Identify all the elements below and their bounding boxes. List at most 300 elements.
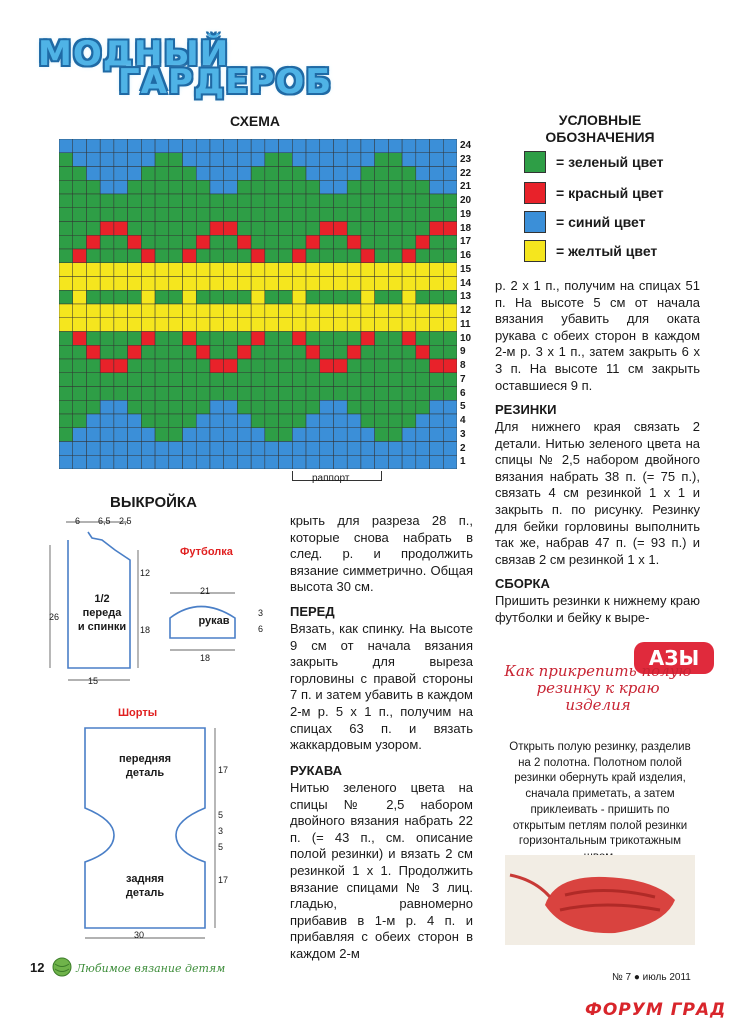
chart-cell: [333, 208, 347, 222]
chart-cell: [361, 153, 375, 167]
chart-cell: [430, 400, 444, 414]
chart-cell: [86, 318, 100, 332]
chart-cell: [320, 222, 334, 236]
chart-cell: [347, 153, 361, 167]
chart-cell: [333, 180, 347, 194]
chart-cell: [237, 304, 251, 318]
chart-cell: [443, 153, 457, 167]
chart-cell: [183, 304, 197, 318]
chart-cell: [347, 290, 361, 304]
chart-cell: [141, 208, 155, 222]
chart-cell: [183, 318, 197, 332]
chart-cell: [59, 194, 73, 208]
chart-cell: [169, 153, 183, 167]
chart-cell: [210, 387, 224, 401]
chart-cell: [141, 304, 155, 318]
dim-5-top: 5: [218, 810, 224, 820]
chart-cell: [375, 345, 389, 359]
jacquard-chart: [59, 139, 457, 469]
chart-cell: [155, 139, 169, 153]
chart-cell: [86, 345, 100, 359]
chart-cell: [169, 194, 183, 208]
chart-cell: [320, 332, 334, 346]
chart-cell: [196, 455, 210, 469]
chart-cell: [86, 167, 100, 181]
chart-cell: [292, 373, 306, 387]
chart-cell: [416, 387, 430, 401]
chart-cell: [388, 194, 402, 208]
chart-cell: [128, 139, 142, 153]
chart-cell: [237, 249, 251, 263]
chart-cell: [73, 387, 87, 401]
row-number: 20: [460, 195, 472, 206]
chart-cell: [443, 290, 457, 304]
legend-swatch-yellow: [524, 240, 546, 262]
chart-cell: [196, 194, 210, 208]
chart-cell: [361, 194, 375, 208]
chart-cell: [265, 318, 279, 332]
chart-cell: [361, 345, 375, 359]
chart-cell: [114, 304, 128, 318]
chart-cell: [430, 194, 444, 208]
chart-cell: [141, 387, 155, 401]
chart-cell: [224, 167, 238, 181]
chart-cell: [416, 442, 430, 456]
chart-cell: [306, 153, 320, 167]
pered-heading: ПЕРЕД: [290, 604, 335, 619]
chart-cell: [224, 414, 238, 428]
dim-21: 21: [200, 586, 211, 596]
chart-cell: [73, 277, 87, 291]
chart-cell: [375, 139, 389, 153]
chart-cell: [100, 290, 114, 304]
chart-cell: [388, 277, 402, 291]
chart-cell: [375, 249, 389, 263]
chart-cell: [86, 249, 100, 263]
chart-cell: [155, 318, 169, 332]
chart-cell: [292, 442, 306, 456]
chart-cell: [333, 194, 347, 208]
chart-cell: [265, 249, 279, 263]
chart-cell: [443, 428, 457, 442]
chart-cell: [292, 345, 306, 359]
chart-cell: [224, 455, 238, 469]
chart-cell: [100, 263, 114, 277]
chart-cell: [375, 455, 389, 469]
tip-body: Открыть полую резинку, разделив на 2 полотна. Полотном полой резинки обернуть край изделия, сначала приметать, а затем приклеивать - пришить по открытым петлям полой резинки горизонтальным трикотажным: [509, 741, 691, 848]
chart-cell: [59, 304, 73, 318]
chart-cell: [292, 167, 306, 181]
chart-cell: [155, 153, 169, 167]
chart-cell: [347, 428, 361, 442]
chart-cell: [416, 235, 430, 249]
chart-cell: [265, 290, 279, 304]
chart-cell: [251, 139, 265, 153]
chart-cell: [224, 400, 238, 414]
chart-cell: [169, 332, 183, 346]
chart-cell: [265, 373, 279, 387]
chart-cell: [251, 400, 265, 414]
chart-cell: [292, 304, 306, 318]
chart-cell: [237, 428, 251, 442]
chart-cell: [141, 235, 155, 249]
chart-cell: [59, 180, 73, 194]
chart-cell: [86, 387, 100, 401]
chart-cell: [169, 304, 183, 318]
chart-cell: [141, 318, 155, 332]
chart-cell: [279, 249, 293, 263]
chart-cell: [210, 345, 224, 359]
chart-cell: [196, 153, 210, 167]
chart-cell: [210, 277, 224, 291]
chart-cell: [114, 455, 128, 469]
chart-cell: [59, 318, 73, 332]
chart-cell: [251, 194, 265, 208]
chart-cell: [430, 277, 444, 291]
chart-cell: [265, 359, 279, 373]
chart-cell: [196, 414, 210, 428]
chart-cell: [183, 345, 197, 359]
chart-cell: [443, 180, 457, 194]
chart-cell: [320, 318, 334, 332]
chart-cell: [292, 318, 306, 332]
chart-cell: [169, 263, 183, 277]
chart-cell: [443, 387, 457, 401]
chart-cell: [306, 428, 320, 442]
chart-cell: [210, 359, 224, 373]
chart-cell: [141, 332, 155, 346]
chart-cell: [347, 180, 361, 194]
chart-cell: [86, 208, 100, 222]
chart-cell: [100, 400, 114, 414]
legend-swatch-blue: [524, 211, 546, 233]
chart-cell: [375, 387, 389, 401]
chart-cell: [279, 153, 293, 167]
chart-cell: [306, 455, 320, 469]
chart-cell: [183, 373, 197, 387]
chart-cell: [237, 277, 251, 291]
chart-cell: [59, 359, 73, 373]
chart-cell: [141, 153, 155, 167]
chart-cell: [100, 304, 114, 318]
chart-cell: [100, 180, 114, 194]
chart-cell: [114, 442, 128, 456]
chart-cell: [375, 442, 389, 456]
page-number: 12: [30, 960, 45, 975]
chart-cell: [375, 304, 389, 318]
chart-cell: [73, 194, 87, 208]
chart-cell: [292, 263, 306, 277]
dim-17-top: 17: [218, 765, 229, 775]
chart-cell: [59, 235, 73, 249]
chart-cell: [169, 359, 183, 373]
chart-cell: [320, 304, 334, 318]
chart-cell: [196, 235, 210, 249]
chart-cell: [430, 304, 444, 318]
chart-cell: [169, 318, 183, 332]
scheme-title: СХЕМА: [230, 113, 281, 129]
chart-cell: [128, 442, 142, 456]
chart-cell: [320, 249, 334, 263]
chart-cell: [265, 428, 279, 442]
chart-cell: [210, 400, 224, 414]
chart-cell: [73, 318, 87, 332]
chart-cell: [416, 222, 430, 236]
magazine-name: Любимое вязание детям: [76, 962, 226, 975]
chart-cell: [73, 332, 87, 346]
chart-cell: [155, 194, 169, 208]
chart-cell: [59, 428, 73, 442]
row-number: 17: [460, 236, 472, 248]
header-title-line1: МОДНЫЙ: [38, 34, 230, 74]
chart-cell: [224, 345, 238, 359]
chart-cell: [210, 304, 224, 318]
chart-cell: [306, 208, 320, 222]
chart-cell: [402, 414, 416, 428]
chart-cell: [141, 277, 155, 291]
chart-cell: [443, 304, 457, 318]
chart-cell: [416, 263, 430, 277]
dim-6-sleeve: 6: [258, 624, 264, 634]
chart-cell: [265, 235, 279, 249]
chart-cell: [265, 387, 279, 401]
chart-cell: [224, 428, 238, 442]
chart-cell: [237, 208, 251, 222]
chart-cell: [73, 208, 87, 222]
chart-cell: [183, 428, 197, 442]
chart-cell: [237, 235, 251, 249]
chart-cell: [347, 249, 361, 263]
chart-cell: [347, 387, 361, 401]
chart-cell: [361, 387, 375, 401]
chart-cell: [169, 414, 183, 428]
chart-cell: [320, 442, 334, 456]
chart-cell: [210, 455, 224, 469]
chart-cell: [237, 414, 251, 428]
chart-cell: [265, 345, 279, 359]
chart-cell: [196, 304, 210, 318]
chart-cell: [443, 345, 457, 359]
dim-12: 12: [140, 568, 151, 578]
chart-cell: [320, 455, 334, 469]
chart-cell: [251, 428, 265, 442]
chart-cell: [183, 222, 197, 236]
chart-cell: [59, 332, 73, 346]
chart-cell: [388, 359, 402, 373]
chart-cell: [375, 263, 389, 277]
chart-cell: [279, 277, 293, 291]
chart-cell: [306, 180, 320, 194]
chart-cell: [375, 318, 389, 332]
chart-cell: [224, 387, 238, 401]
chart-cell: [292, 194, 306, 208]
chart-cell: [292, 455, 306, 469]
chart-cell: [237, 455, 251, 469]
chart-cell: [430, 442, 444, 456]
chart-cell: [279, 222, 293, 236]
chart-cell: [128, 428, 142, 442]
chart-cell: [210, 153, 224, 167]
chart-cell: [59, 455, 73, 469]
chart-cell: [155, 180, 169, 194]
tshirt-label: Футболка: [180, 546, 233, 558]
chart-cell: [347, 455, 361, 469]
chart-cell: [169, 400, 183, 414]
chart-cell: [224, 235, 238, 249]
legend-swatch-green: [524, 151, 546, 173]
rezinki-text: Для нижнего края связать 2 детали. Нитью зеленого цвета на спицы № 2,5 набором двойного вязания набрать 38 п. (= 75 п.), связать 4 см резинкой 1 х 1 и закрыть п. по рисунку. Резинку для бейки горловины выполнить так же, набрав 47 п. (= 93 п.) и связав 2 см резинкой 1 х 1.: [495, 419, 700, 567]
chart-cell: [100, 414, 114, 428]
chart-cell: [114, 263, 128, 277]
row-number: 18: [460, 222, 472, 234]
chart-cell: [430, 235, 444, 249]
row-number: 23: [460, 153, 472, 165]
chart-cell: [333, 290, 347, 304]
chart-cell: [224, 222, 238, 236]
chart-cell: [333, 387, 347, 401]
knitting-photo: [505, 855, 695, 945]
shorts-label: Шорты: [118, 707, 158, 719]
chart-cell: [196, 400, 210, 414]
chart-cell: [86, 194, 100, 208]
chart-cell: [183, 167, 197, 181]
chart-cell: [333, 139, 347, 153]
chart-cell: [292, 235, 306, 249]
chart-cell: [416, 180, 430, 194]
vykroika-title: ВЫКРОЙКА: [110, 494, 197, 511]
legend-item-blue: [524, 211, 646, 233]
chart-cell: [155, 263, 169, 277]
chart-cell: [237, 442, 251, 456]
chart-cell: [430, 208, 444, 222]
chart-cell: [388, 153, 402, 167]
chart-cell: [196, 359, 210, 373]
chart-cell: [416, 208, 430, 222]
chart-cell: [237, 222, 251, 236]
chart-cell: [210, 428, 224, 442]
yarn-ball-icon: [50, 955, 74, 979]
chart-cell: [279, 263, 293, 277]
chart-cell: [141, 222, 155, 236]
chart-cell: [320, 414, 334, 428]
chart-cell: [100, 387, 114, 401]
dim-3-shorts: 3: [218, 826, 224, 836]
chart-cell: [265, 304, 279, 318]
chart-cell: [86, 153, 100, 167]
chart-cell: [279, 400, 293, 414]
tip-title: Как прикрепить полую резинку к краю изделия: [504, 662, 692, 714]
chart-cell: [265, 277, 279, 291]
row-number: 5: [460, 401, 466, 413]
chart-cell: [251, 249, 265, 263]
chart-cell: [114, 373, 128, 387]
chart-cell: [183, 277, 197, 291]
chart-cell: [155, 235, 169, 249]
sleeve-cap-text: р. 2 х 1 п., получим на спицах 51 п. На высоте 5 см от начала вязания убавить для оката рукава с обеих сторон в каждом 2-м р. 3 х 1 п., затем закрыть 6 х 3 п. На высоте 11 см закрыть оставшиеся 9 п.: [495, 278, 700, 393]
dim-30: 30: [134, 930, 145, 940]
chart-cell: [196, 290, 210, 304]
chart-cell: [443, 373, 457, 387]
chart-cell: [279, 455, 293, 469]
chart-cell: [73, 345, 87, 359]
chart-cell: [224, 442, 238, 456]
chart-cell: [196, 428, 210, 442]
chart-cell: [388, 428, 402, 442]
chart-cell: [333, 277, 347, 291]
chart-cell: [86, 414, 100, 428]
back-cut-text: крыть для разреза 28 п., которые снова набрать в след. р. и продолжить вязание симметрично. Общая высота 30 см.: [290, 513, 473, 595]
chart-cell: [114, 414, 128, 428]
chart-cell: [416, 428, 430, 442]
chart-cell: [279, 318, 293, 332]
chart-cell: [59, 167, 73, 181]
chart-cell: [388, 442, 402, 456]
chart-cell: [361, 359, 375, 373]
chart-cell: [128, 455, 142, 469]
chart-cell: [388, 373, 402, 387]
chart-cell: [430, 455, 444, 469]
chart-cell: [251, 359, 265, 373]
chart-cell: [320, 290, 334, 304]
chart-cell: [210, 442, 224, 456]
chart-cell: [361, 414, 375, 428]
chart-cell: [114, 153, 128, 167]
chart-cell: [237, 345, 251, 359]
chart-cell: [196, 167, 210, 181]
chart-cell: [100, 373, 114, 387]
chart-cell: [430, 345, 444, 359]
chart-cell: [416, 414, 430, 428]
chart-cell: [251, 290, 265, 304]
chart-cell: [86, 180, 100, 194]
chart-cell: [402, 153, 416, 167]
dim-26: 26: [49, 612, 60, 622]
chart-cell: [306, 332, 320, 346]
chart-cell: [73, 400, 87, 414]
chart-cell: [86, 455, 100, 469]
chart-cell: [347, 139, 361, 153]
chart-cell: [333, 345, 347, 359]
chart-cell: [443, 194, 457, 208]
chart-cell: [430, 263, 444, 277]
chart-cell: [361, 167, 375, 181]
chart-cell: [100, 208, 114, 222]
chart-cell: [292, 249, 306, 263]
chart-cell: [279, 194, 293, 208]
chart-cell: [306, 359, 320, 373]
chart-cell: [59, 414, 73, 428]
chart-cell: [347, 400, 361, 414]
chart-cell: [100, 442, 114, 456]
chart-cell: [237, 153, 251, 167]
chart-cell: [210, 167, 224, 181]
chart-cell: [224, 194, 238, 208]
chart-cell: [361, 318, 375, 332]
chart-cell: [416, 249, 430, 263]
chart-cell: [306, 249, 320, 263]
chart-cell: [251, 153, 265, 167]
dim-6: 6: [75, 516, 81, 526]
chart-cell: [333, 235, 347, 249]
chart-cell: [430, 359, 444, 373]
chart-cell: [375, 153, 389, 167]
chart-cell: [430, 428, 444, 442]
chart-cell: [292, 139, 306, 153]
chart-cell: [169, 345, 183, 359]
chart-cell: [375, 194, 389, 208]
chart-cell: [430, 249, 444, 263]
chart-cell: [388, 290, 402, 304]
